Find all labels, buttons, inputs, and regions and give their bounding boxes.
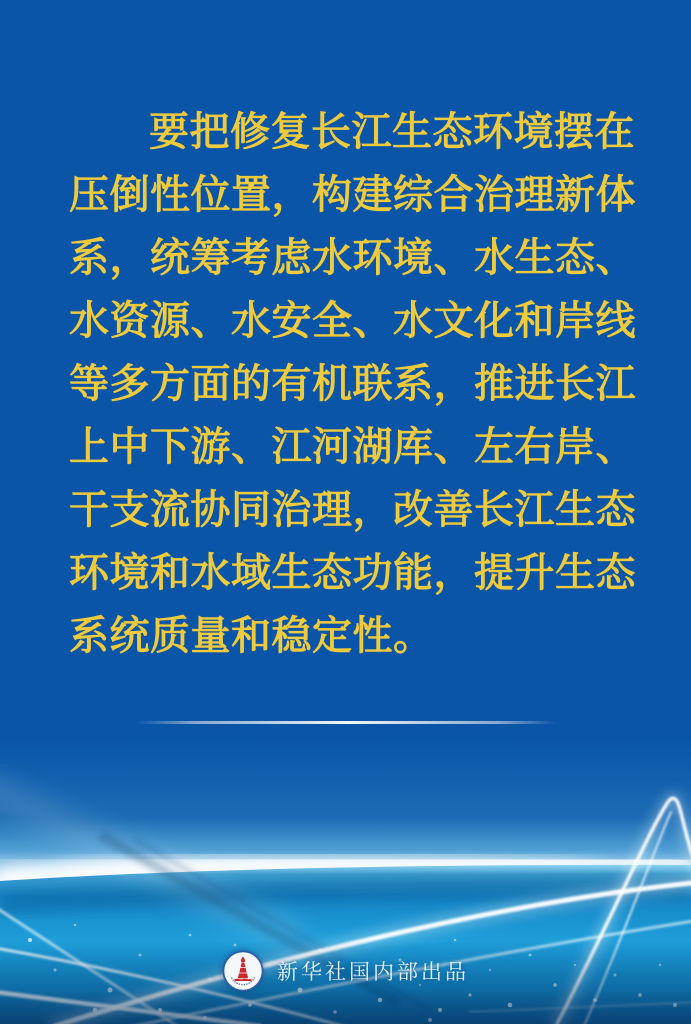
quote-line: 系，统筹考虑水环境、水生态、: [69, 234, 636, 281]
quote-line: 压倒性位置，构建综合治理新体: [69, 171, 636, 218]
divider-line: [137, 721, 557, 724]
quote-text: [69, 100, 636, 667]
quote-line: 要把修复长江生态环境摆在: [149, 108, 635, 155]
quote-line: 水资源、水安全、水文化和岸线: [69, 297, 636, 344]
xinhua-logo-icon: [222, 950, 264, 992]
quote-line: 上中下游、江河湖库、左右岸、: [69, 423, 636, 470]
footer: [0, 948, 691, 994]
quote-line: 干支流协同治理，改善长江生态: [69, 486, 636, 533]
quote-line: 等多方面的有机联系，推进长江: [69, 360, 636, 407]
quote-line: 环境和水域生态功能，提升生态: [69, 549, 636, 596]
publisher-label: 新华社国内部出品: [277, 960, 469, 984]
quote-line: 系统质量和稳定性。: [69, 612, 434, 659]
